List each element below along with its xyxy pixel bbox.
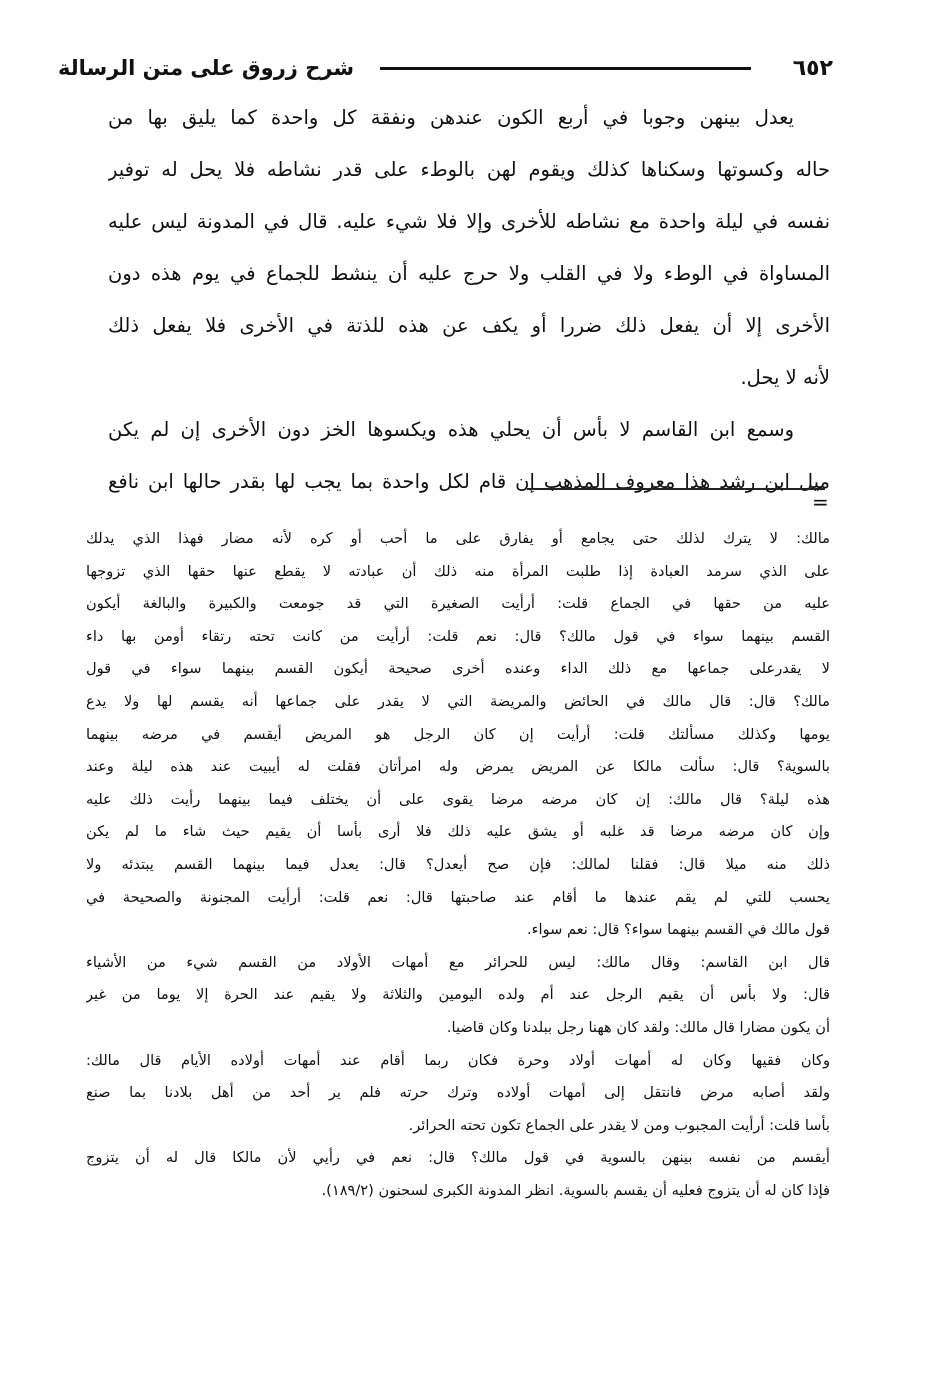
text-line: وسمع ابن القاسم لا بأس أن يحلي هذه ويكسوها الخز دون الأخرى إن لم يكن [108, 418, 794, 441]
footnote-line: بالسوية؟ قال: سألت مالكا عن المريض يمرض وله امرأتان فقلت له أيبيت عند هذه ليلة وعند [86, 758, 830, 776]
footnote-continuation-mark: = [812, 490, 829, 514]
footnote-line: أن يكون مضارا قال مالك: ولقد كان ههنا رجل ببلدنا وكان قاضيا. [446, 1018, 830, 1036]
footnote-line: لا يقدرعلى جماعها مع ذلك الداء وعنده أخرى صحيحة أيكون القسم بينهما سواء في قول [86, 660, 830, 678]
footnote-line: على الذي سرمد العبادة إذا طلبت المرأة منه ذلك أن عبادته لا يقطع عنها حقها الذي تزوجها [86, 562, 830, 580]
footnote-line: هذه ليلة؟ قال مالك: إن كان مرضه مرضا يقوى على أن يختلف فيما بينهما رأيت ذلك عليه [86, 790, 830, 808]
text-line: الأخرى إلا أن يفعل ذلك ضررا أو يكف عن هذه للذتة في الأخرى فلا يفعل ذلك [108, 314, 830, 337]
footnote-line: يحسب للتي لم يقم عندها ما أقام عند صاحبتها قال: نعم قلت: أرأيت المجنونة والصحيحة في [86, 888, 830, 906]
text-line: ميل ابن رشد هذا معروف المذهب إن قام لكل واحدة بما يجب لها بقدر حالها ابن نافع [108, 470, 830, 493]
text-line: نفسه في ليلة واحدة مع نشاطه للأخرى وإلا فلا شيء عليه. قال في المدونة ليس عليه [108, 210, 830, 233]
footnote-line: عليه من حقها في الجماع قلت: أرأيت الصغيرة التي قد جومعت والكبيرة والبالغة أيكون [86, 595, 830, 613]
text-line: حاله وكسوتها وسكناها كذلك ويقوم لهن بالوطء على قدر نشاطه فلا يحل له توفير [108, 158, 830, 181]
running-header [58, 48, 833, 88]
footnote-line: وإن كان مرضه مرضا قد غلبه أو يشق عليه ذلك فلا أرى بأسا أن يقيم حيث شاء ما لم يكن [86, 823, 830, 841]
footnote-line: ولقد أصابه مرض فانتقل إلى أمهات أولاده وترك حرته فلم ير أحد من أهل بلادنا بما صنع [86, 1084, 830, 1102]
footnote-line: يومها وكذلك مسألتك قلت: أرأيت إن كان الرجل هو المريض أيقسم في مرضه بينهما [86, 725, 830, 743]
footnote-line: قول مالك في القسم بينهما سواء؟ قال: نعم سواء. [527, 921, 830, 939]
text-line: يعدل بينهن وجوبا في أربع الكون عندهن ونفقة كل واحدة كما يليق بها من [108, 106, 794, 129]
footnote-line: قال ابن القاسم: وقال مالك: ليس للحرائر مع أمهات الأولاد من القسم شيء من الأشياء [86, 953, 830, 971]
footnote-separator [527, 488, 825, 490]
footnote-line: مالك: لا يترك لذلك حتى يجامع أو يفارق على ما أحب أو كره لأنه مضار فهذا الذي يدلك [86, 530, 830, 547]
footnotes [86, 524, 830, 1208]
text-line: لأنه لا يحل. [740, 366, 830, 389]
footnote-line: القسم بينهما سواء في قول مالك؟ قال: نعم قلت: أرأيت من كانت تحته رتقاء أومن بها داء [86, 627, 830, 645]
footnote-line: قال: ولا بأس أن يقيم الرجل عند أم ولده اليومين والثلاثة ولا يقيم عند الحرة إلا يوما من غير [86, 986, 830, 1004]
header-rule [380, 67, 751, 70]
page-number: ٦٥٢ [792, 55, 833, 81]
footnote-line: بأسا قلت: أرأيت المجبوب ومن لا يقدر على الجماع تكون تحته الحرائر. [408, 1116, 830, 1134]
footnote-line: وكان فقيها وكان له أمهات أولاد وحرة فكان ربما أقام عند أمهات أولاده الأيام قال مالك: [86, 1051, 830, 1069]
main-text [108, 96, 830, 512]
book-title: شرح زروق على متن الرسالة [58, 56, 355, 80]
footnote-line: مالك؟ قال: قال مالك في الحائض والمريضة التي لا يقدر على جماعها أنه يقسم لها ولا يدع [86, 692, 830, 710]
footnote-line: فإذا كان له أن يتزوج فعليه أن يقسم بالسوية. انظر المدونة الكبرى لسحنون (١٨٩/٢). [321, 1181, 830, 1199]
text-line: المساواة في الوطء ولا في القلب ولا حرج عليه أن ينشط للجماع في يوم هذه دون [108, 262, 830, 285]
footnote-line: أيقسم من نفسه بينهن بالسوية في قول مالك؟ قال: نعم في رأيي لأن مالكا قال له أن يتزوج [86, 1149, 830, 1167]
footnote-line: ذلك منه ميلا قال: فقلنا لمالك: فإن صح أيعدل؟ قال: يعدل فيما بينهما القسم يبتدئه ولا [86, 855, 830, 873]
